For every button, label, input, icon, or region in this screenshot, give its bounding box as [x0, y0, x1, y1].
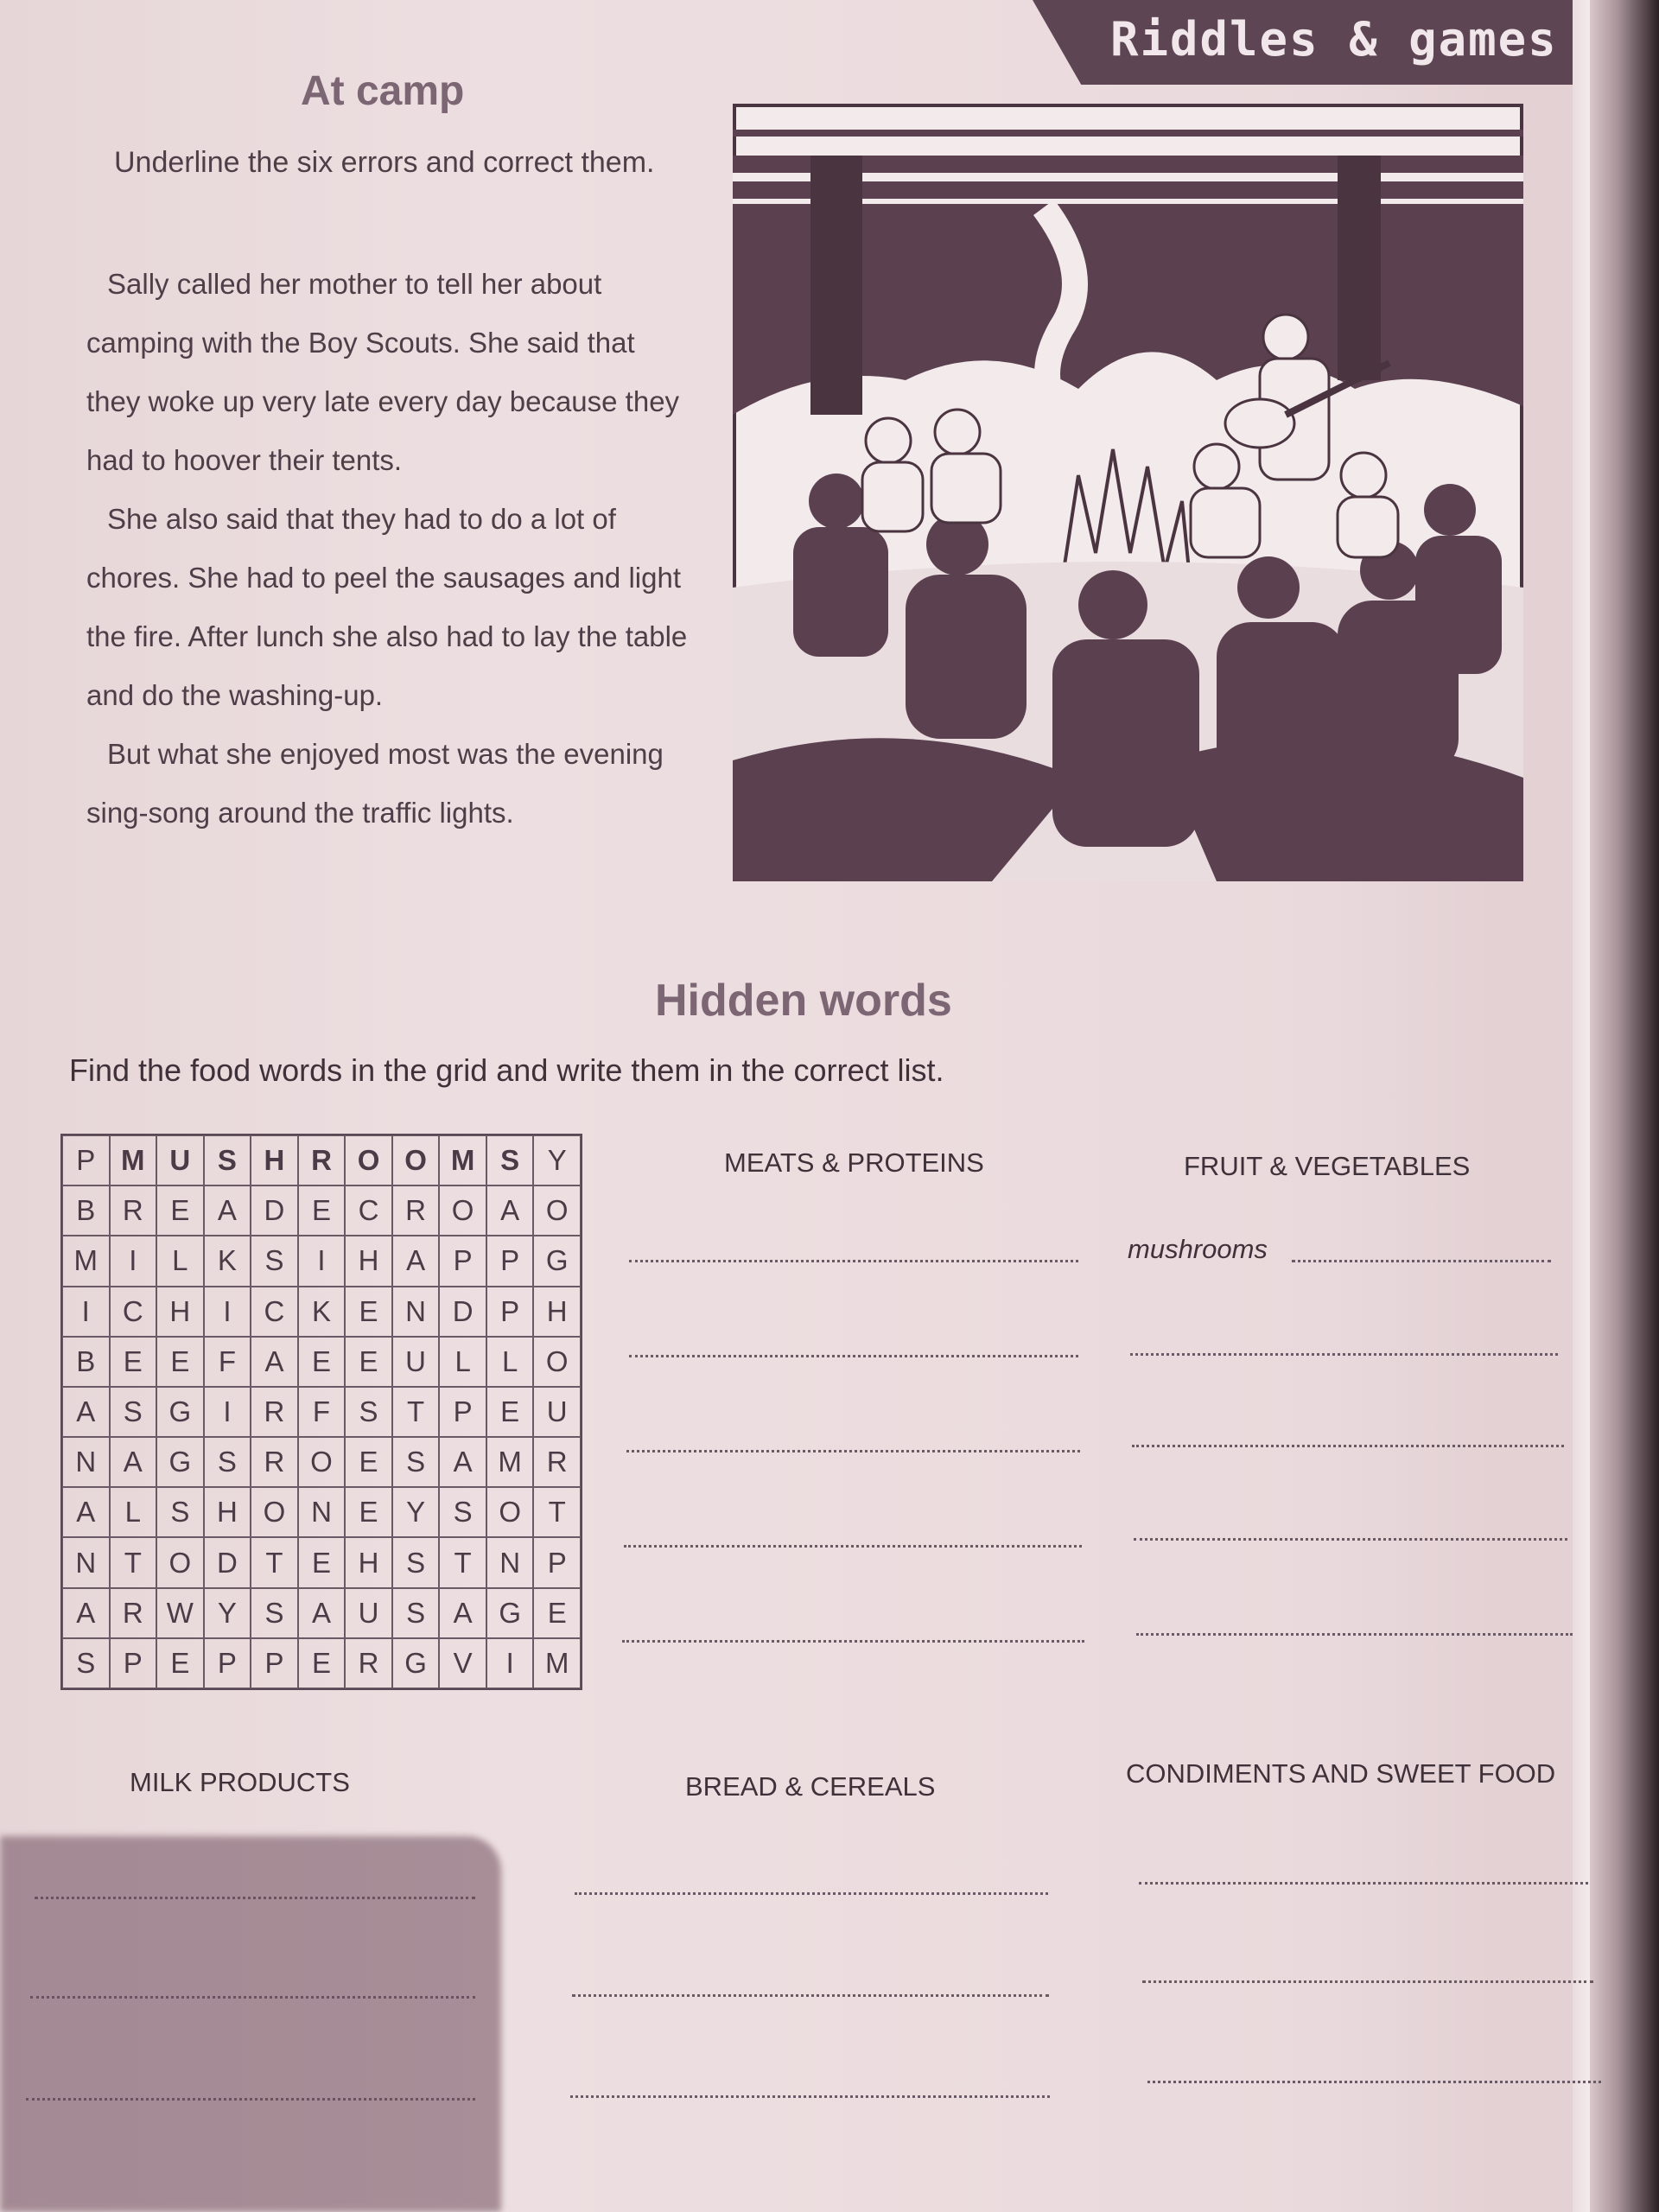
grid-cell[interactable]: S [486, 1135, 534, 1185]
grid-cell[interactable]: B [62, 1337, 110, 1387]
hidden-words-instructions: Find the food words in the grid and write them in the correct list. [69, 1052, 944, 1088]
camp-story [86, 255, 691, 842]
grid-cell[interactable]: L [110, 1487, 157, 1537]
answer-line-condiments[interactable] [1139, 1882, 1588, 1885]
grid-cell[interactable]: S [345, 1387, 392, 1437]
grid-cell[interactable]: A [392, 1236, 440, 1286]
grid-cell[interactable]: U [345, 1588, 392, 1638]
grid-cell[interactable]: N [62, 1437, 110, 1487]
grid-cell[interactable]: V [439, 1638, 486, 1688]
grid-cell[interactable]: E [298, 1638, 346, 1688]
answer-line-condiments[interactable] [1142, 1980, 1593, 1983]
grid-cell[interactable]: S [392, 1588, 440, 1638]
grid-cell[interactable]: P [486, 1236, 534, 1286]
grid-cell[interactable]: R [110, 1185, 157, 1236]
grid-cell[interactable]: L [156, 1236, 204, 1286]
grid-cell[interactable]: S [110, 1387, 157, 1437]
grid-cell[interactable]: I [62, 1287, 110, 1337]
grid-cell[interactable]: P [204, 1638, 251, 1688]
grid-cell[interactable]: N [392, 1287, 440, 1337]
grid-cell[interactable]: S [439, 1487, 486, 1537]
grid-cell[interactable]: C [345, 1185, 392, 1236]
grid-cell[interactable]: W [156, 1588, 204, 1638]
grid-cell[interactable]: S [392, 1437, 440, 1487]
grid-cell[interactable]: P [533, 1537, 581, 1587]
grid-cell[interactable]: B [62, 1185, 110, 1236]
grid-cell[interactable]: T [439, 1537, 486, 1587]
grid-cell[interactable]: E [298, 1537, 346, 1587]
grid-cell[interactable]: U [533, 1387, 581, 1437]
grid-cell[interactable]: A [62, 1588, 110, 1638]
answer-line-fruit[interactable] [1136, 1633, 1573, 1636]
answer-line-fruit[interactable] [1292, 1260, 1551, 1262]
answer-mushrooms[interactable]: mushrooms [1128, 1234, 1268, 1264]
grid-cell[interactable]: P [439, 1387, 486, 1437]
grid-cell[interactable]: R [345, 1638, 392, 1688]
grid-cell[interactable]: A [439, 1437, 486, 1487]
grid-cell[interactable]: A [439, 1588, 486, 1638]
grid-cell[interactable]: F [298, 1387, 346, 1437]
grid-cell[interactable]: O [251, 1487, 298, 1537]
grid-cell[interactable]: N [62, 1537, 110, 1587]
grid-cell[interactable]: Y [533, 1135, 581, 1185]
grid-cell[interactable]: A [62, 1387, 110, 1437]
grid-cell[interactable]: R [251, 1437, 298, 1487]
grid-cell[interactable]: N [298, 1487, 346, 1537]
grid-cell[interactable]: H [345, 1537, 392, 1587]
grid-cell[interactable]: O [486, 1487, 534, 1537]
grid-cell[interactable]: A [62, 1487, 110, 1537]
grid-cell[interactable]: I [204, 1387, 251, 1437]
grid-cell[interactable]: P [62, 1135, 110, 1185]
grid-cell[interactable]: E [345, 1337, 392, 1387]
grid-cell[interactable]: I [204, 1287, 251, 1337]
hidden-words-title: Hidden words [655, 976, 952, 1026]
grid-cell[interactable]: P [251, 1638, 298, 1688]
answer-line-bread[interactable] [575, 1892, 1048, 1895]
answer-line-bread[interactable] [570, 2095, 1050, 2098]
grid-cell[interactable]: G [392, 1638, 440, 1688]
grid-cell[interactable]: E [345, 1437, 392, 1487]
grid-cell[interactable]: I [486, 1638, 534, 1688]
story-paragraph[interactable]: Sally called her mother to tell her about camping with the Boy Scouts. She said that they woke up very late every day because they had to hoover their tents. [86, 268, 680, 476]
grid-cell[interactable]: F [204, 1337, 251, 1387]
grid-cell[interactable]: U [392, 1337, 440, 1387]
answer-line-meats[interactable] [624, 1545, 1082, 1548]
grid-cell[interactable]: H [204, 1487, 251, 1537]
grid-cell[interactable]: N [486, 1537, 534, 1587]
grid-cell[interactable]: E [486, 1387, 534, 1437]
camp-instructions: Underline the six errors and correct them. [114, 146, 655, 179]
grid-cell[interactable]: M [486, 1437, 534, 1487]
grid-cell[interactable]: A [298, 1588, 346, 1638]
grid-cell[interactable]: G [156, 1437, 204, 1487]
category-fruit-label: FRUIT & VEGETABLES [1184, 1151, 1471, 1181]
grid-cell[interactable]: S [204, 1437, 251, 1487]
grid-cell[interactable]: G [486, 1588, 534, 1638]
grid-cell[interactable]: R [298, 1135, 346, 1185]
grid-cell[interactable]: T [110, 1537, 157, 1587]
campfire-illustration [733, 104, 1523, 881]
answer-line-meats[interactable] [629, 1355, 1078, 1357]
category-milk-label: MILK PRODUCTS [130, 1767, 350, 1797]
grid-cell[interactable]: E [345, 1287, 392, 1337]
grid-cell[interactable]: E [298, 1185, 346, 1236]
grid-cell[interactable]: L [486, 1337, 534, 1387]
grid-cell[interactable]: E [156, 1638, 204, 1688]
grid-cell[interactable]: E [156, 1337, 204, 1387]
grid-cell[interactable]: E [533, 1588, 581, 1638]
answer-line-fruit[interactable] [1134, 1538, 1567, 1541]
grid-cell[interactable]: P [110, 1638, 157, 1688]
page-edge [1573, 0, 1592, 2212]
grid-cell[interactable]: M [62, 1236, 110, 1286]
grid-cell[interactable]: O [298, 1437, 346, 1487]
grid-cell[interactable]: E [110, 1337, 157, 1387]
answer-line-fruit[interactable] [1130, 1353, 1558, 1356]
camp-exercise-title: At camp [301, 68, 465, 114]
grid-cell[interactable]: M [439, 1135, 486, 1185]
story-paragraph[interactable]: She also said that they had to do a lot of chores. She had to peel the sausages and light the fire. After lunch she also had to lay the table and do the washing-up. [86, 503, 688, 711]
story-paragraph[interactable]: But what she enjoyed most was the evening sing-song around the traffic lights. [86, 738, 664, 829]
grid-cell[interactable]: A [251, 1337, 298, 1387]
grid-cell[interactable]: S [251, 1236, 298, 1286]
grid-cell[interactable]: A [486, 1185, 534, 1236]
answer-line-fruit[interactable] [1132, 1445, 1564, 1447]
shadow-overlay [0, 1836, 501, 2212]
grid-cell[interactable]: O [392, 1135, 440, 1185]
grid-cell[interactable]: M [110, 1135, 157, 1185]
grid-cell[interactable]: H [251, 1135, 298, 1185]
answer-line-bread[interactable] [572, 1994, 1049, 1997]
category-meats-label: MEATS & PROTEINS [724, 1147, 984, 1178]
answer-line-meats[interactable] [629, 1260, 1078, 1262]
category-condiments-label: CONDIMENTS AND SWEET FOOD [1126, 1758, 1556, 1789]
grid-cell[interactable]: C [251, 1287, 298, 1337]
grid-cell[interactable]: D [251, 1185, 298, 1236]
answer-line-meats[interactable] [622, 1640, 1084, 1643]
grid-cell[interactable]: E [345, 1487, 392, 1537]
grid-cell[interactable]: G [156, 1387, 204, 1437]
grid-cell[interactable]: P [439, 1236, 486, 1286]
grid-cell[interactable]: I [110, 1236, 157, 1286]
grid-cell[interactable]: T [533, 1487, 581, 1537]
grid-cell[interactable]: T [251, 1537, 298, 1587]
grid-cell[interactable]: H [156, 1287, 204, 1337]
grid-cell[interactable]: O [533, 1185, 581, 1236]
grid-cell[interactable]: P [486, 1287, 534, 1337]
section-banner-title: Riddles & games [1110, 12, 1558, 67]
grid-cell[interactable]: H [345, 1236, 392, 1286]
grid-cell[interactable]: U [156, 1135, 204, 1185]
grid-cell[interactable]: I [298, 1236, 346, 1286]
grid-cell[interactable]: S [392, 1537, 440, 1587]
book-binding [1590, 0, 1659, 2212]
grid-cell[interactable]: S [204, 1135, 251, 1185]
grid-cell[interactable]: E [298, 1337, 346, 1387]
grid-cell[interactable]: L [439, 1337, 486, 1387]
grid-cell[interactable]: O [533, 1337, 581, 1387]
grid-cell[interactable]: K [204, 1236, 251, 1286]
word-search-grid[interactable] [60, 1134, 582, 1690]
grid-cell[interactable]: A [110, 1437, 157, 1487]
grid-cell[interactable]: R [110, 1588, 157, 1638]
grid-cell[interactable]: S [251, 1588, 298, 1638]
grid-cell[interactable]: O [439, 1185, 486, 1236]
grid-cell[interactable]: T [392, 1387, 440, 1437]
grid-cell[interactable]: D [204, 1537, 251, 1587]
category-bread-label: BREAD & CEREALS [685, 1771, 936, 1802]
grid-cell[interactable]: C [110, 1287, 157, 1337]
grid-cell[interactable]: M [533, 1638, 581, 1688]
grid-cell[interactable]: R [392, 1185, 440, 1236]
grid-cell[interactable]: Y [392, 1487, 440, 1537]
grid-cell[interactable]: R [251, 1387, 298, 1437]
grid-cell[interactable]: S [62, 1638, 110, 1688]
grid-cell[interactable]: O [156, 1537, 204, 1587]
grid-cell[interactable]: Y [204, 1588, 251, 1638]
grid-cell[interactable]: D [439, 1287, 486, 1337]
answer-line-condiments[interactable] [1147, 2081, 1601, 2083]
grid-cell[interactable]: R [533, 1437, 581, 1487]
grid-cell[interactable]: A [204, 1185, 251, 1236]
grid-cell[interactable]: K [298, 1287, 346, 1337]
grid-cell[interactable]: E [156, 1185, 204, 1236]
grid-cell[interactable]: S [156, 1487, 204, 1537]
grid-cell[interactable]: G [533, 1236, 581, 1286]
grid-cell[interactable]: H [533, 1287, 581, 1337]
grid-cell[interactable]: O [345, 1135, 392, 1185]
answer-line-meats[interactable] [626, 1450, 1080, 1452]
